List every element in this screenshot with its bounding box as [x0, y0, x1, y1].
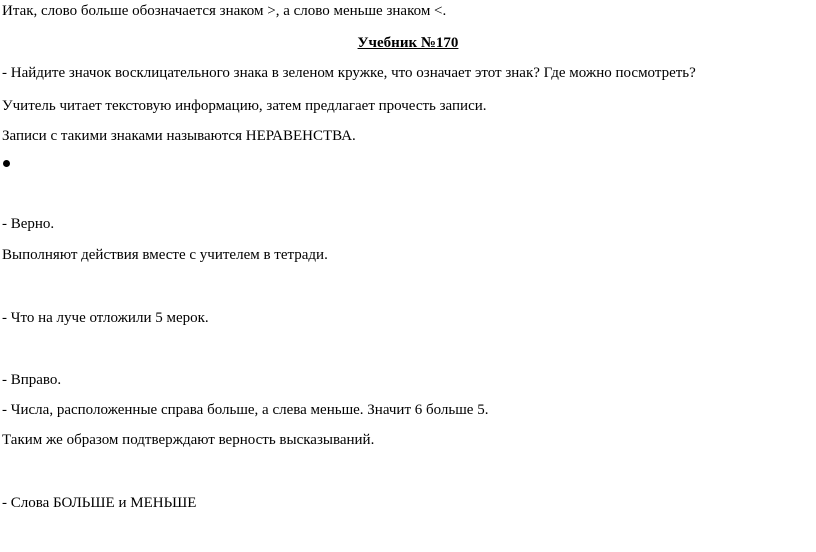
- bullet-dot: [3, 160, 10, 167]
- paragraph-intro: Итак, слово больше обозначается знаком >, а слово меньше знаком <.: [2, 3, 447, 19]
- paragraph-inequalities: Записи с такими знаками называются НЕРАВЕНСТВА.: [2, 128, 356, 144]
- paragraph-question: - Найдите значок восклицательного знака в зеленом кружке, что означает этот знак? Где можно посмотреть?: [2, 65, 696, 81]
- paragraph-confirm: Таким же образом подтверждают верность высказываний.: [2, 432, 375, 448]
- paragraph-numbers: - Числа, расположенные справа больше, а слева меньше. Значит 6 больше 5.: [2, 402, 489, 418]
- paragraph-teacher-reads: Учитель читает текстовую информацию, затем предлагает прочесть записи.: [2, 98, 487, 114]
- paragraph-notebook: Выполняют действия вместе с учителем в тетради.: [2, 247, 328, 263]
- paragraph-ray: - Что на луче отложили 5 мерок.: [2, 310, 209, 326]
- paragraph-words: - Слова БОЛЬШЕ и МЕНЬШЕ: [2, 495, 197, 511]
- paragraph-correct: - Верно.: [2, 216, 55, 232]
- section-heading: Учебник №170: [357, 35, 459, 51]
- paragraph-right: - Вправо.: [2, 372, 62, 388]
